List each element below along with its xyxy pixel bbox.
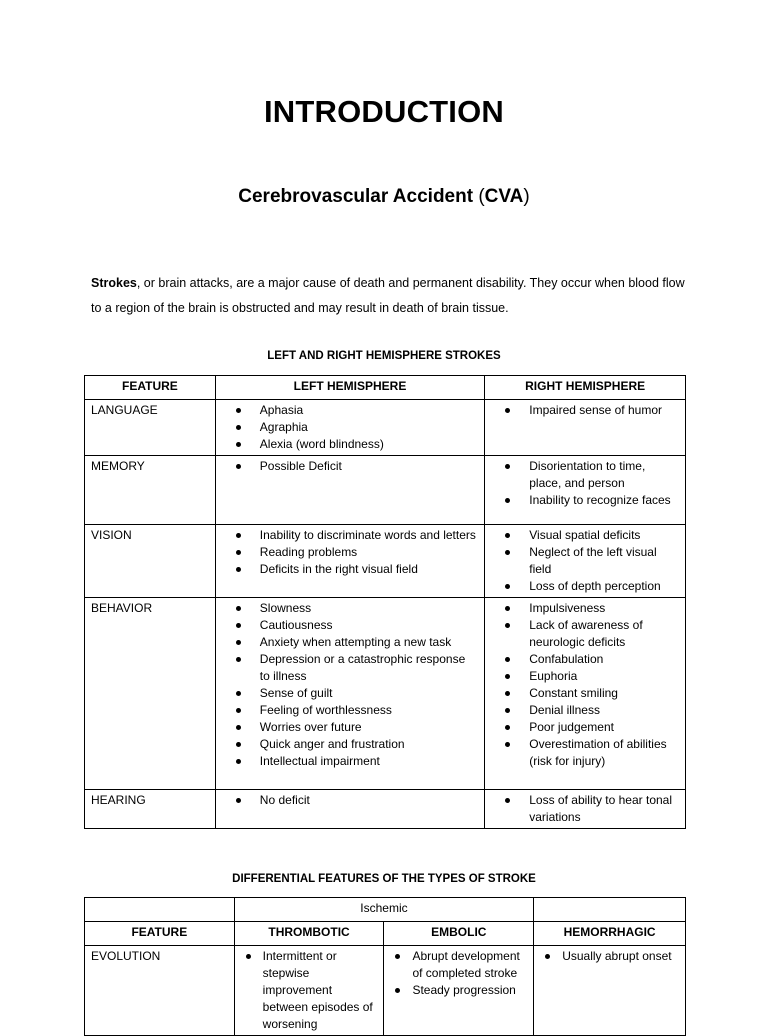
list-item: Anxiety when attempting a new task xyxy=(260,634,478,651)
list-item: Visual spatial deficits xyxy=(529,527,679,544)
list-item: Intermittent or stepwise improvement between episodes of worsening xyxy=(263,948,380,1033)
bullet-list xyxy=(491,600,679,770)
column-header: FEATURE xyxy=(85,922,235,946)
column-header: THROMBOTIC xyxy=(234,922,384,946)
left-hemisphere-cell xyxy=(215,400,484,456)
hemisphere-table xyxy=(84,375,686,829)
list-item: Depression or a catastrophic response to illness xyxy=(260,651,478,685)
empty-header-cell xyxy=(85,898,235,922)
bullet-list xyxy=(222,792,478,809)
list-item: Intellectual impairment xyxy=(260,753,478,770)
feature-cell: VISION xyxy=(85,525,216,598)
list-item: Impulsiveness xyxy=(529,600,679,617)
table-row xyxy=(85,946,686,1036)
list-item: Loss of depth perception xyxy=(529,578,679,595)
thrombotic-cell xyxy=(234,946,384,1036)
stroke-types-table xyxy=(84,897,686,1036)
list-item: Lack of awareness of neurologic deficits xyxy=(529,617,679,651)
right-hemisphere-cell xyxy=(485,598,686,790)
list-item: Steady progression xyxy=(412,982,529,999)
hemorrhagic-cell xyxy=(534,946,686,1036)
list-item: Sense of guilt xyxy=(260,685,478,702)
bullet-list xyxy=(222,600,478,770)
list-item: Worries over future xyxy=(260,719,478,736)
left-hemisphere-cell xyxy=(215,456,484,525)
list-item: Overestimation of abilities (risk for injury) xyxy=(529,736,679,770)
list-item: Impaired sense of humor xyxy=(529,402,679,419)
right-hemisphere-cell xyxy=(485,790,686,829)
list-item: Possible Deficit xyxy=(260,458,478,475)
column-header: EMBOLIC xyxy=(384,922,534,946)
column-header: FEATURE xyxy=(85,376,216,400)
list-item: Inability to discriminate words and letters xyxy=(260,527,478,544)
column-header: RIGHT HEMISPHERE xyxy=(485,376,686,400)
subtitle-abbreviation: CVA xyxy=(484,186,524,207)
intro-paragraph xyxy=(91,271,691,321)
list-item: Euphoria xyxy=(529,668,679,685)
empty-header-cell xyxy=(534,898,686,922)
bullet-list xyxy=(491,527,679,595)
stroke-group-header-row xyxy=(85,898,686,922)
feature-cell: LANGUAGE xyxy=(85,400,216,456)
bullet-list xyxy=(222,458,478,475)
ischemic-group-header: Ischemic xyxy=(234,898,534,922)
embolic-cell xyxy=(384,946,534,1036)
list-item: Deficits in the right visual field xyxy=(260,561,478,578)
list-item: Cautiousness xyxy=(260,617,478,634)
table-row xyxy=(85,525,686,598)
list-item: Confabulation xyxy=(529,651,679,668)
list-item: Reading problems xyxy=(260,544,478,561)
column-header: HEMORRHAGIC xyxy=(534,922,686,946)
hemisphere-header-row xyxy=(85,376,686,400)
list-item: Agraphia xyxy=(260,419,478,436)
feature-cell: EVOLUTION xyxy=(85,946,235,1036)
hemisphere-table-body xyxy=(85,400,686,829)
list-item: Quick anger and frustration xyxy=(260,736,478,753)
list-item: Aphasia xyxy=(260,402,478,419)
subtitle-paren-close: ) xyxy=(523,186,530,207)
list-item: Denial illness xyxy=(529,702,679,719)
list-item: Alexia (word blindness) xyxy=(260,436,478,453)
table-row xyxy=(85,790,686,829)
feature-cell: BEHAVIOR xyxy=(85,598,216,790)
bullet-list xyxy=(491,792,679,826)
list-item: Disorientation to time, place, and person xyxy=(529,458,679,492)
feature-cell: MEMORY xyxy=(85,456,216,525)
right-hemisphere-cell xyxy=(485,400,686,456)
bullet-list xyxy=(390,948,529,999)
hemisphere-table-caption: LEFT AND RIGHT HEMISPHERE STROKES xyxy=(267,350,501,362)
table-row xyxy=(85,400,686,456)
table-row xyxy=(85,456,686,525)
list-item: Usually abrupt onset xyxy=(562,948,681,965)
stroke-table-caption: DIFFERENTIAL FEATURES OF THE TYPES OF STROKE xyxy=(232,873,536,885)
list-item: Inability to recognize faces xyxy=(529,492,679,509)
list-item: No deficit xyxy=(260,792,478,809)
bullet-list xyxy=(222,527,478,578)
left-hemisphere-cell xyxy=(215,525,484,598)
list-item: Abrupt development of completed stroke xyxy=(412,948,529,982)
stroke-table-body xyxy=(85,946,686,1036)
feature-cell: HEARING xyxy=(85,790,216,829)
left-hemisphere-cell xyxy=(215,790,484,829)
column-header: LEFT HEMISPHERE xyxy=(215,376,484,400)
list-item: Loss of ability to hear tonal variations xyxy=(529,792,679,826)
subtitle-paren-open: ( xyxy=(473,186,485,207)
right-hemisphere-cell xyxy=(485,525,686,598)
left-hemisphere-cell xyxy=(215,598,484,790)
bullet-list xyxy=(222,402,478,453)
list-item: Feeling of worthlessness xyxy=(260,702,478,719)
list-item: Constant smiling xyxy=(529,685,679,702)
intro-text: , or brain attacks, are a major cause of death and permanent disability. They occur when blood flow to a region of the brain is obstructed and may result in death of brain tissue. xyxy=(91,276,685,315)
bullet-list xyxy=(540,948,681,965)
stroke-header-row xyxy=(85,922,686,946)
table-row xyxy=(85,598,686,790)
intro-lead: Strokes xyxy=(91,276,137,290)
list-item: Slowness xyxy=(260,600,478,617)
bullet-list xyxy=(491,458,679,509)
right-hemisphere-cell xyxy=(485,456,686,525)
page-title: INTRODUCTION xyxy=(263,94,505,129)
subtitle-name: Cerebrovascular Accident xyxy=(238,186,474,207)
list-item: Poor judgement xyxy=(529,719,679,736)
bullet-list xyxy=(241,948,380,1033)
page-subtitle xyxy=(0,186,768,208)
list-item: Neglect of the left visual field xyxy=(529,544,679,578)
bullet-list xyxy=(491,402,679,419)
